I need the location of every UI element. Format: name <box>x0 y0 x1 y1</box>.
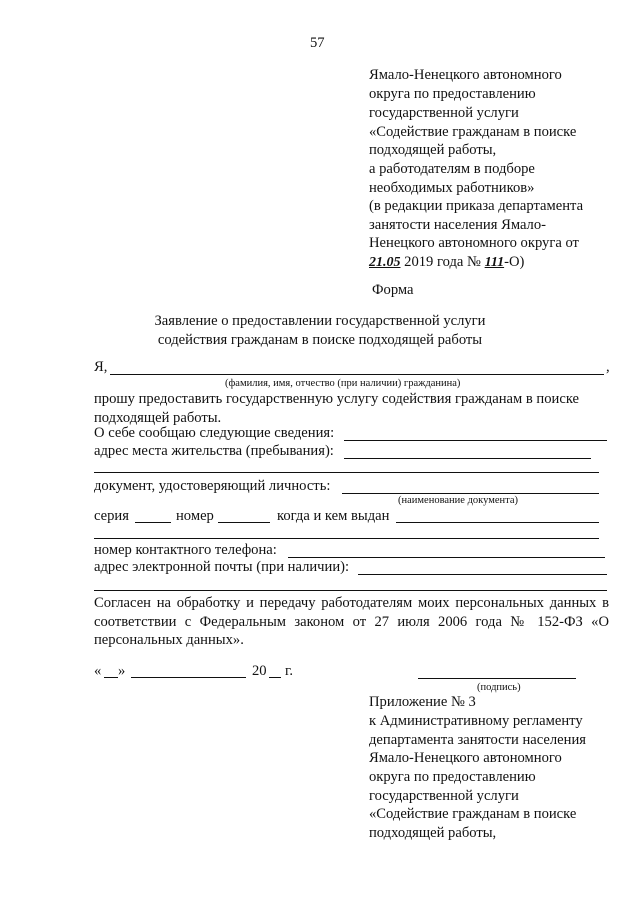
address-label: адрес места жительства (пребывания): <box>94 443 334 459</box>
appendix-line: округа по предоставлению <box>369 769 536 785</box>
header-year-text: 2019 года № <box>404 254 481 270</box>
email-label: адрес электронной почты (при наличии): <box>94 559 350 575</box>
date-year-prefix: 20 <box>252 663 267 679</box>
appendix-line: государственной услуги <box>369 788 519 804</box>
header-number-suffix: -О) <box>504 254 525 270</box>
appendix-line: подходящей работы, <box>369 825 497 841</box>
appendix-line: к Административному регламенту <box>369 713 583 729</box>
appendix-line: Ямало-Ненецкого автономного <box>369 750 562 766</box>
issued-field-continuation[interactable] <box>94 538 599 539</box>
about-field[interactable] <box>344 440 607 441</box>
series-label: серия <box>94 508 129 524</box>
id-doc-hint: (наименование документа) <box>398 495 519 506</box>
request-line1: прошу предоставить государственную услугу содействия гражданам в поиске <box>94 391 580 407</box>
id-doc-label: документ, удостоверяющий личность: <box>94 478 331 494</box>
header-line: а работодателям в подборе <box>369 161 535 177</box>
handwritten-number: 111 <box>484 255 505 270</box>
full-name-field[interactable] <box>110 374 604 375</box>
appendix-line: «Содействие гражданам в поиске <box>369 806 577 822</box>
header-line: государственной услуги <box>369 105 519 121</box>
number-label: номер <box>176 508 214 524</box>
consent-text: Согласен на обработку и передачу работодателям моих персональных данных в соответствии с Федеральным законом от 27 июля 2006 года № 152-ФЗ «О персональных данных». <box>94 595 609 649</box>
header-line: Ямало-Ненецкого автономного <box>369 67 562 83</box>
signature-hint: (подпись) <box>477 682 521 693</box>
header-line: Ненецкого автономного округа от <box>369 235 579 251</box>
appendix-line: Приложение № 3 <box>369 694 476 710</box>
request-line2: подходящей работы. <box>94 410 222 426</box>
about-label: О себе сообщаю следующие сведения: <box>94 425 335 441</box>
document-title-line2: содействия гражданам в поиске подходящей работы <box>157 332 483 348</box>
signature-field[interactable] <box>418 678 576 679</box>
header-line: подходящей работы, <box>369 142 497 158</box>
full-name-hint: (фамилия, имя, отчество (при наличии) гражданина) <box>225 378 461 389</box>
id-doc-field[interactable] <box>342 493 599 494</box>
series-field[interactable] <box>135 522 171 523</box>
ya-comma: , <box>606 359 610 375</box>
header-line: (в редакции приказа департамента <box>369 198 584 214</box>
ya-label: Я, <box>94 359 108 375</box>
header-line: занятости населения Ямало- <box>369 217 546 233</box>
address-field[interactable] <box>344 458 591 459</box>
phone-label: номер контактного телефона: <box>94 542 277 558</box>
address-field-continuation[interactable] <box>94 472 599 473</box>
date-year-field[interactable] <box>269 677 281 678</box>
date-month-field[interactable] <box>131 677 246 678</box>
number-field[interactable] <box>218 522 270 523</box>
email-field[interactable] <box>358 574 607 575</box>
email-field-continuation[interactable] <box>94 590 607 591</box>
page-number: 57 <box>310 35 325 51</box>
header-line: округа по предоставлению <box>369 86 536 102</box>
date-quote-close: » <box>118 663 126 679</box>
issued-label: когда и кем выдан <box>277 508 390 524</box>
header-date-line <box>369 253 524 273</box>
form-label: Форма <box>372 282 414 298</box>
date-year-suffix: г. <box>285 663 293 679</box>
header-line: «Содействие гражданам в поиске <box>369 124 577 140</box>
document-title-line1: Заявление о предоставлении государственной услуги <box>154 313 486 329</box>
handwritten-date: 21.05 <box>369 255 401 270</box>
appendix-line: департамента занятости населения <box>369 732 586 748</box>
header-line: необходимых работников» <box>369 180 535 196</box>
date-quote-open: « <box>94 663 102 679</box>
issued-field[interactable] <box>396 522 599 523</box>
date-day-field[interactable] <box>104 677 118 678</box>
